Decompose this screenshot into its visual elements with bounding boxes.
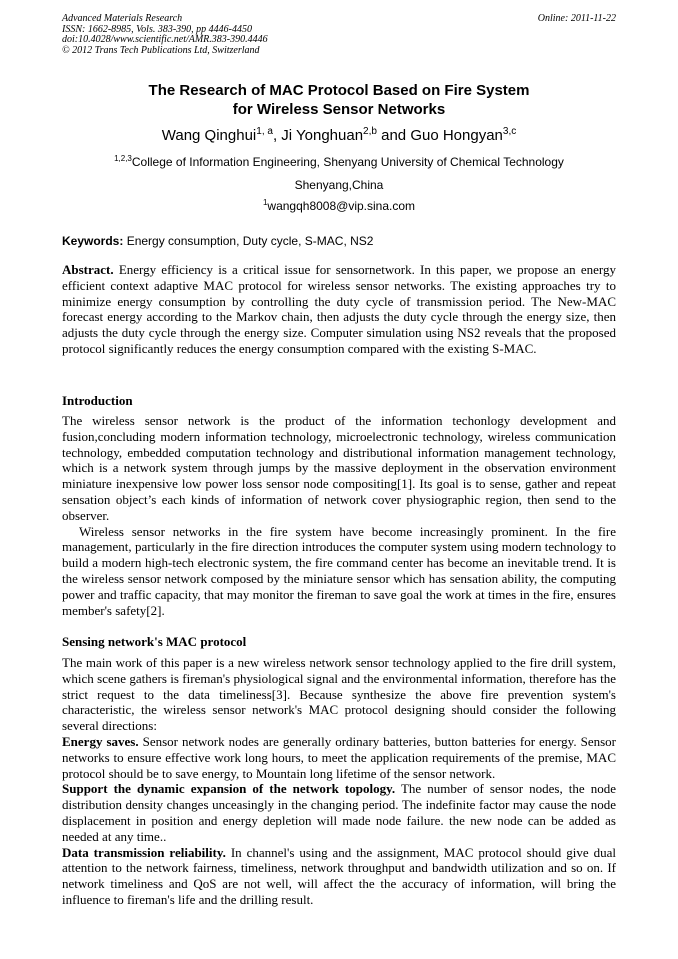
topology-paragraph — [62, 781, 616, 844]
email-address: wangqh8008@vip.sina.com — [267, 199, 416, 213]
mac-section-heading: Sensing network's MAC protocol — [62, 634, 247, 649]
email-sup: 1 — [262, 198, 268, 207]
reliability-text: In channel's using and the assignment, MAC protocol should give dual attention to the network fairness, timeliness, network throughput and bandwidth utilization and so on. If network timeliness and QoS are not well, will affect the the accuracy of information, will bring the influence to fireman's life and the drilling result. — [62, 844, 616, 907]
author-2: , Ji Yonghuan — [272, 127, 364, 144]
energy-paragraph — [62, 734, 616, 781]
online-date: Online: 2011-11-22 — [537, 13, 616, 24]
reliability-paragraph — [62, 845, 616, 908]
author-1-sup: 1, a — [256, 126, 273, 137]
abstract — [62, 262, 616, 357]
doi-line: doi:10.4028/www.scientific.net/AMR.383-390.4446 — [62, 34, 268, 45]
energy-label: Energy saves. — [62, 733, 139, 749]
keywords — [62, 234, 616, 249]
affiliation-line-1: College of Information Engineering, Shenyang University of Chemical Technology — [131, 155, 564, 169]
journal-name: Advanced Materials Research — [62, 13, 183, 24]
title-line-2: for Wireless Sensor Networks — [232, 101, 446, 118]
energy-text: Sensor network nodes are generally ordinary batteries, button batteries for energy. Sensor networks to ensure effective work long hours, to meet the application requirements of the premise, MAC protocol should be to save energy, to Mountain long lifetime of the sensor network. — [62, 733, 616, 781]
publication-header — [62, 14, 616, 56]
introduction-body — [62, 413, 616, 618]
paper-title — [62, 81, 616, 119]
topology-label: Support the dynamic expansion of the network topology. — [62, 781, 396, 797]
abstract-label: Abstract. — [62, 262, 114, 277]
keywords-label: Keywords: — [62, 234, 124, 248]
reliability-label: Data transmission reliability. — [62, 844, 226, 860]
author-2-sup: 2,b — [363, 126, 377, 137]
abstract-text: Energy efficiency is a critical issue for sensornetwork. In this paper, we propose an energy efficient context adaptive MAC protocol for wireless sensor networks. The existing approaches try to minimize energy consumption by controlling the duty cycle of transmission period. The New-MAC forecast energy according to the Markov chain, then adjusts the duty cycle through the energy size, then adjusts the duty cycle through the energy size. Computer simulation using NS2 reveals that the proposed protocol significantly reduces the energy consumption compared with the existing S-MAC. — [62, 262, 616, 356]
author-1: Wang Qinghui — [161, 127, 257, 144]
affiliation — [62, 155, 616, 170]
author-3: and Guo Hongyan — [376, 127, 503, 144]
author-list — [62, 127, 616, 145]
affiliation-sup: 1,2,3 — [114, 154, 132, 163]
introduction-paragraph-2: Wireless sensor networks in the fire system have become increasingly prominent. In the fire management, particularly in the fire direction introduces the computer system using modern technology to build a modern high-tech electronic system, the fire command center has become an inevitable trend. It is the wireless sensor network composed by the miniature sensor which has sensation ability, the computing power and traffic capacity, that may monitor the fireman to save goal the work at times in the fire, ensures member's safety[2]. — [62, 523, 616, 618]
author-3-sup: 3,c — [502, 126, 517, 137]
mac-paragraph-1: The main work of this paper is a new wireless network sensor technology applied to the fire drill system, which scene gathers is fireman's physiological signal and the environmental information, therefore has the strict request to the data timeliness[3]. Because synthesize the above fire prevention system's characteristic, the wireless sensor network's MAC protocol designing should consider the following several directions: — [62, 655, 616, 734]
mac-section-body — [62, 655, 616, 908]
affiliation-city: Shenyang,China — [294, 178, 384, 192]
introduction-heading: Introduction — [62, 393, 133, 408]
copyright-line: © 2012 Trans Tech Publications Ltd, Switzerland — [62, 44, 260, 56]
introduction-paragraph-1: The wireless sensor network is the product of the information techonlogy development and fusion,concluding modern information technology, microelectronic technology, wireless communication technology, embedded computation technology and distributional information management technology, which is a network system through jumps by the massive deployment in the observation environment miniature inexpensive low power loss sensor node compositing[1]. Its goal is to sense, gather and repeat sensation object’s each kinds of information of network cover physiographic region, then send to the observer. — [62, 413, 616, 523]
email-line — [62, 199, 616, 214]
keywords-text: Energy consumption, Duty cycle, S-MAC, NS2 — [123, 234, 374, 248]
issn-line: ISSN: 1662-8985, Vols. 383-390, pp 4446-4450 — [62, 23, 252, 35]
title-line-1: The Research of MAC Protocol Based on Fire System — [148, 82, 530, 99]
topology-text: The number of sensor nodes, the node distribution density changes unceasingly in the changing period. The indefinite factor may cause the node displacement in position and energy depletion will made node failure. the new node can be added as needed at any time.. — [62, 781, 617, 844]
